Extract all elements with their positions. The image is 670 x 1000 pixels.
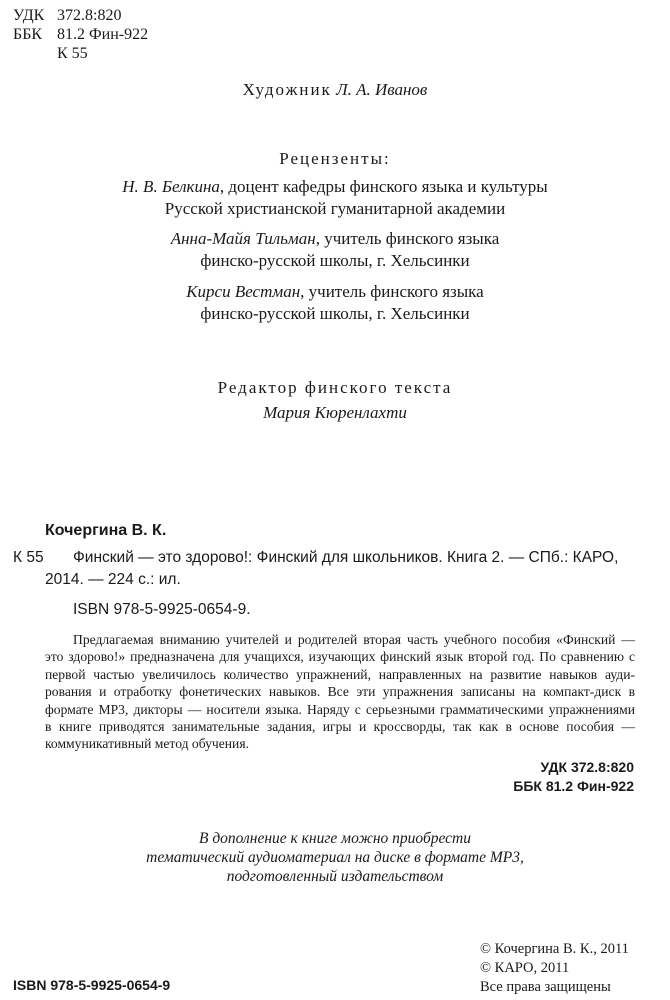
catalog-isbn: ISBN 978-5-9925-0654-9. — [73, 601, 251, 618]
catalog-title: Финский — это здорово!: Финский для школьников. Книга 2. — СПб.: КАРО, — [73, 549, 619, 566]
catalog-udk: УДК 372.8:820 — [540, 759, 634, 775]
artist-credit: Художник Л. А. Иванов — [242, 80, 428, 99]
annotation-line: рования и отработку фонетических навыков. Все эти упражнения записаны на компакт-диск в — [45, 684, 635, 700]
copyright-block — [480, 940, 629, 997]
rights-reserved: Все права защищены — [480, 979, 611, 995]
editor-heading: Редактор финского текста — [217, 378, 453, 397]
bbk-index: ББК 81.2 Фин-922 — [13, 26, 149, 43]
catalog-annotation — [45, 631, 635, 753]
author-mark: К 55 — [57, 45, 88, 62]
catalog-bbk: ББК 81.2 Фин-922 — [513, 778, 634, 794]
index-block — [13, 6, 148, 63]
copyright-publisher: © КАРО, 2011 — [480, 960, 570, 976]
annotation-line: Предлагаемая вниманию учителей и родителей вторая часть учебного пособия «Финский — — [73, 632, 635, 647]
copyright-author: © Кочергина В. К., 2011 — [480, 941, 629, 957]
catalog-title-cont: 2014. — 224 с.: ил. — [45, 571, 181, 588]
udk-index: УДК 372.8:820 — [13, 7, 122, 24]
catalog-author: Кочергина В. К. — [45, 522, 167, 539]
catalog-mark: К 55 — [13, 549, 44, 566]
annotation-line: коммуникативный метод обучения. — [45, 736, 249, 752]
reviewer-2: Анна-Майя Тильман, учитель финского языка финско-русской школы, г. Хельсинки — [170, 229, 500, 270]
annotation-line: первой частью увеличилось количество упражнений, направленных на развитие навыков ауди- — [45, 666, 635, 682]
footer-isbn: ISBN 978-5-9925-0654-9 — [13, 977, 171, 993]
annotation-line: формате MP3, дикторы — носители языка. Наряду с серьезными грамматическими упражнениями — [45, 701, 635, 717]
reviewers-heading: Рецензенты: — [279, 149, 391, 168]
annotation-line: это здорово!» предназначена для учащихся, изучающих финский язык второй год. По сравнению с — [45, 649, 635, 665]
audio-note: В дополнение к книге можно приобрести тематический аудиоматериал на диске в формате MP3, подготовленный издательством — [146, 830, 524, 885]
reviewer-3: Кирси Вестман, учитель финского языка финско-русской школы, г. Хельсинки — [186, 282, 484, 323]
editor-name: Мария Кюренлахти — [263, 403, 407, 422]
annotation-line: в книге приводятся занимательные задания, игры и кроссворды, так как в основе пособия — — [45, 719, 635, 735]
reviewer-1: Н. В. Белкина, доцент кафедры финского языка и культуры Русской христианской гуманитарной академии — [122, 177, 548, 218]
